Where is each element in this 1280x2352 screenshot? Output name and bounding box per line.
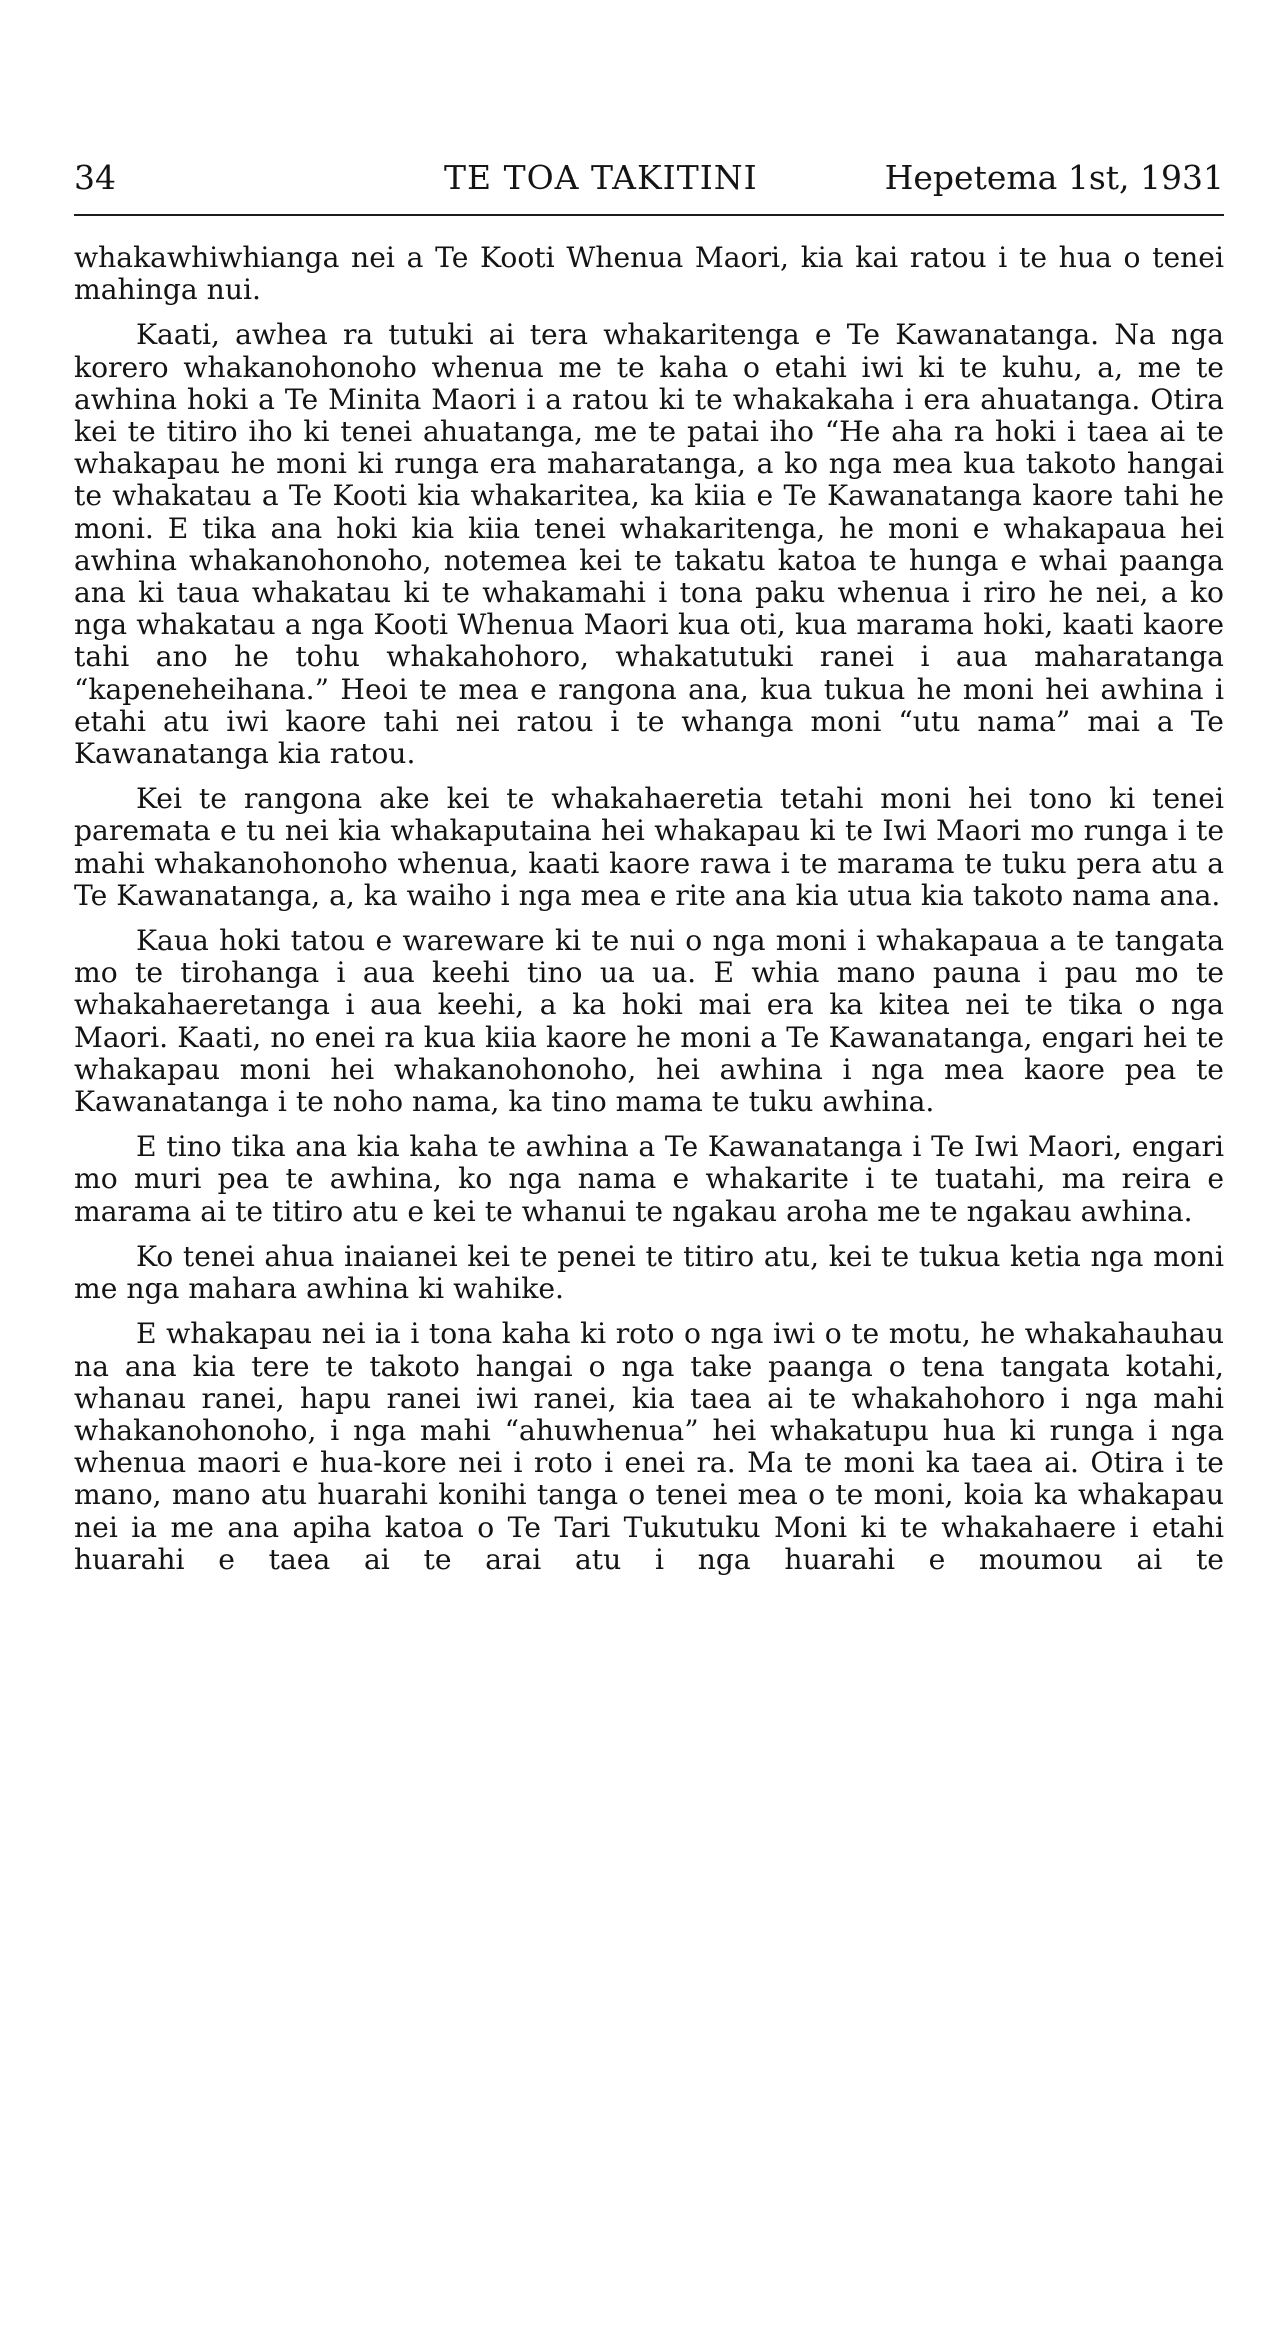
paragraph: E tino tika ana kia kaha te awhina a Te Kawanatanga i Te Iwi Maori, engari mo muri pea te awhina, ko nga nama e whakarite i te tuatahi, ma reira e marama ai te titiro atu e kei te whanui te ngakau aroha me te ngakau awhina. (74, 1130, 1224, 1228)
paragraph: E whakapau nei ia i tona kaha ki roto o nga iwi o te motu, he whakahauhau na ana kia tere te takoto hangai o nga take paanga o tena tangata kotahi, whanau ranei, hapu ranei iwi ranei, kia taea ai te whakahohoro i nga mahi whakanohonoho, i nga mahi “ahuwhenua” hei whakatupu hua ki runga i nga whenua maori e hua-kore nei i roto i enei ra. Ma te moni ka taea ai. Otira i te mano, mano atu huarahi konihi tanga o tenei mea o te moni, koia ka whakapau nei ia me ana apiha katoa o Te Tari Tukutuku Moni ki te whakahaere i etahi huarahi e taea ai te arai atu i nga huarahi e moumou ai te (74, 1317, 1224, 1576)
paragraph: Kaati, awhea ra tutuki ai tera whakaritenga e Te Kawanatanga. Na nga korero whakanohonoho whenua me te kaha o etahi iwi ki te kuhu, a, me te awhina hoki a Te Minita Maori i a ratou ki te whakakaha i era ahuatanga. Otira kei te titiro iho ki tenei ahuatanga, me te patai iho “He aha ra hoki i taea ai te whakapau he moni ki runga era maharatanga, a ko nga mea kua takoto hangai te whakatau a Te Kooti kia whakaritea, ka kiia e Te Kawanatanga kaore tahi he moni. E tika ana hoki kia kiia tenei whakaritenga, he moni e whakapaua hei awhina whakanohonoho, notemea kei te takatu katoa te hunga e whai paanga ana ki taua whakatau ki te whakamahi i tona paku whenua i riro he nei, a ko nga whakatau a nga Kooti Whenua Maori kua oti, kua marama hoki, kaati kaore tahi ano he tohu whakahohoro, whakatutuki ranei i aua maharatanga “kapeneheihana.” Heoi te mea e rangona ana, kua tukua he moni hei awhina i etahi atu iwi kaore tahi nei ratou i te whanga moni “utu nama” mai a Te Kawanatanga kia ratou. (74, 318, 1224, 771)
paragraph: whakawhiwhianga nei a Te Kooti Whenua Maori, kia kai ratou i te hua o tenei mahinga nui. (74, 241, 1224, 307)
article-body (74, 242, 1224, 1576)
paragraph: Ko tenei ahua inaianei kei te penei te titiro atu, kei te tukua ketia nga moni me nga mahara awhina ki wahike. (74, 1239, 1224, 1306)
running-header (74, 148, 1224, 208)
issue-date: Hepetema 1st, 1931 (884, 158, 1224, 197)
document-page (74, 148, 1224, 1589)
page-number: 34 (74, 158, 116, 197)
paragraph: Kei te rangona ake kei te whakahaeretia tetahi moni hei tono ki tenei paremata e tu nei kia whakaputaina hei whakapau ki te Iwi Maori mo runga i te mahi whakanohonoho whenua, kaati kaore rawa i te marama te tuku pera atu a Te Kawanatanga, a, ka waiho i nga mea e rite ana kia utua kia takoto nama ana. (74, 782, 1224, 912)
publication-title: TE TOA TAKITINI (444, 158, 758, 197)
header-rule (74, 214, 1224, 216)
paragraph: Kaua hoki tatou e wareware ki te nui o nga moni i whakapaua a te tangata mo te tirohanga i aua keehi tino ua ua. E whia mano pauna i pau mo te whakahaeretanga i aua keehi, a ka hoki mai era ka kitea nei te tika o nga Maori. Kaati, no enei ra kua kiia kaore he moni a Te Kawanatanga, engari hei te whakapau moni hei whakanohonoho, hei awhina i nga mea kaore pea te Kawanatanga i te noho nama, ka tino mama te tuku awhina. (74, 924, 1224, 1119)
